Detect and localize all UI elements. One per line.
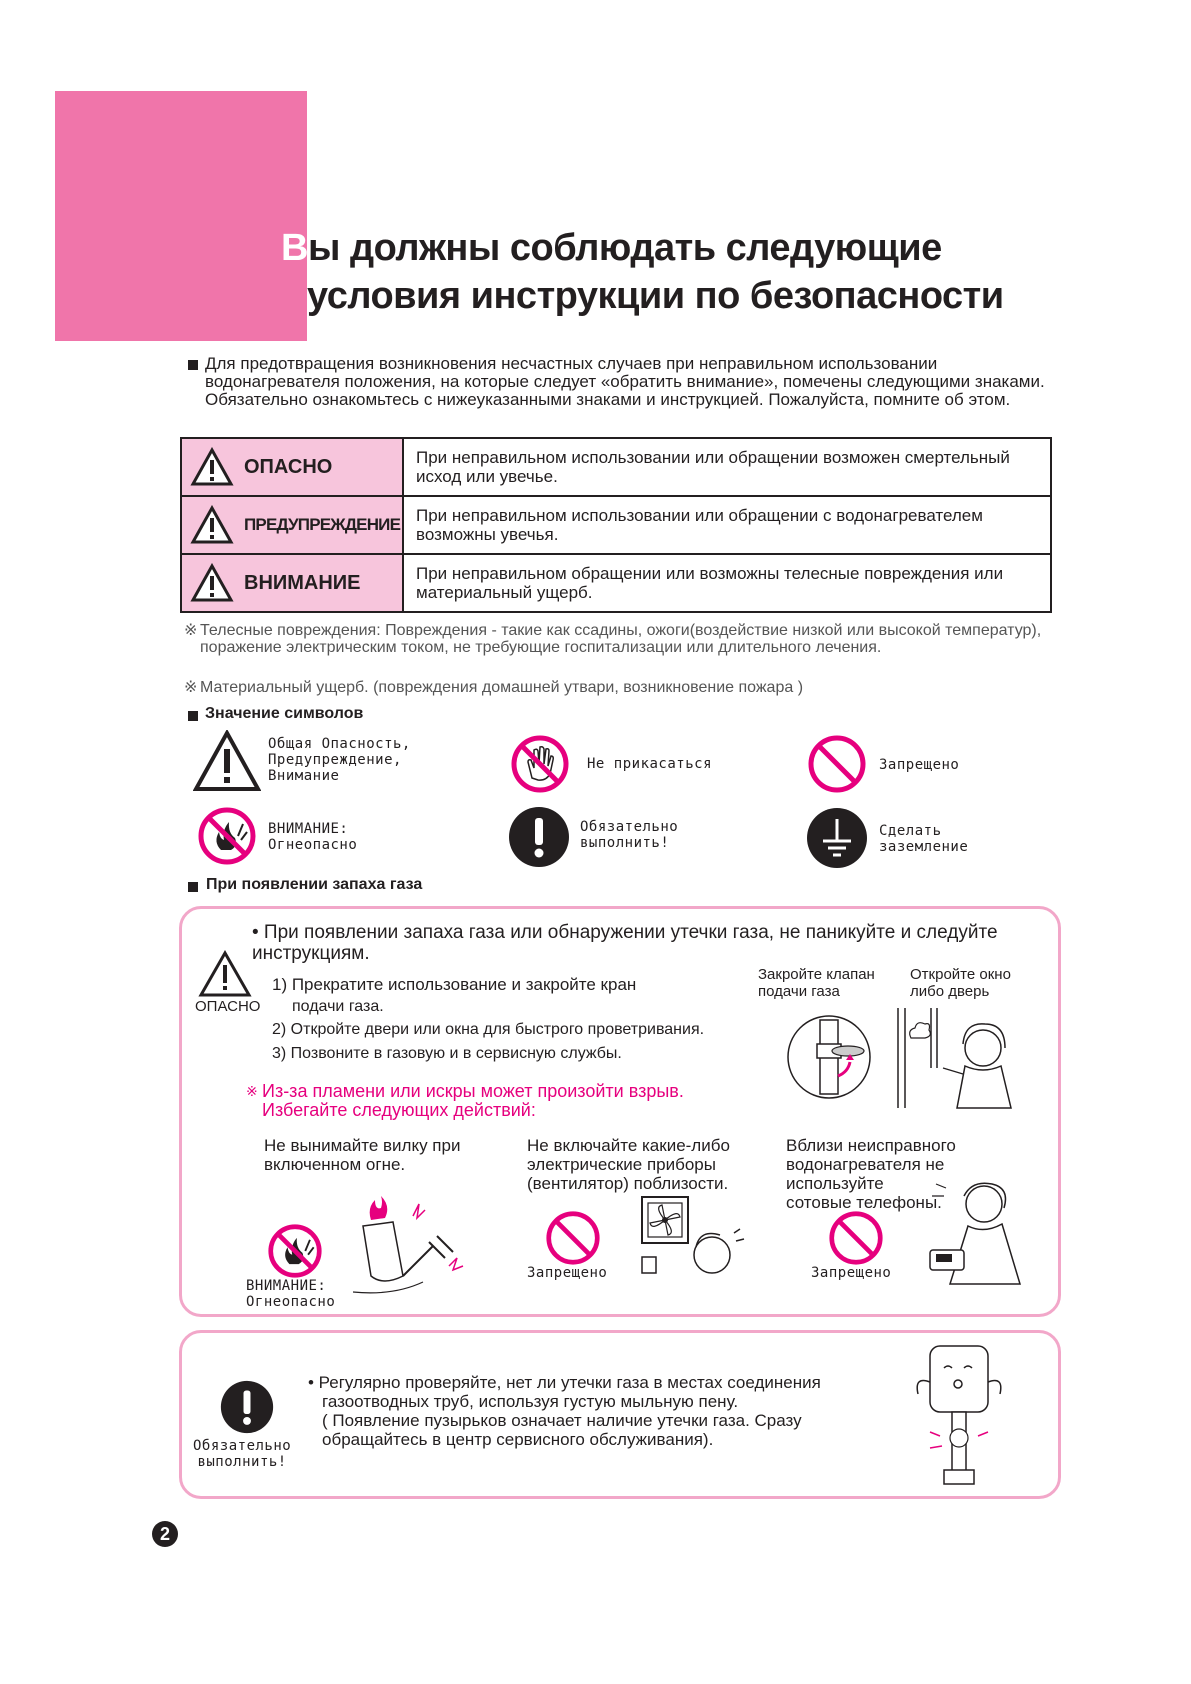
bullet-square-icon: [188, 882, 198, 892]
gas-valve-illustration: [786, 1014, 872, 1100]
title-first-letter: В: [281, 227, 308, 269]
forbidden-icon: [545, 1210, 601, 1266]
gas-step-1b: подачи газа.: [292, 998, 384, 1015]
col-phones-text: Вблизи неисправного водонагревателя не используйте сотовые телефоны.: [786, 1136, 956, 1212]
no-touch-icon: [510, 734, 570, 794]
mandatory-label-2: Обязательно выполнить!: [193, 1438, 292, 1470]
fire-caution-icon: [267, 1223, 323, 1279]
signal-text: При неправильном использовании или обращении с водонагревателем возможны увечья.: [403, 496, 1051, 554]
forbidden-label-2: Запрещено: [527, 1265, 608, 1281]
mandatory-icon: [220, 1380, 274, 1434]
gas-step-2: 2) Откройте двери или окна для быстрого проветривания.: [272, 1021, 705, 1038]
plug-flame-illustration: [353, 1196, 483, 1296]
signal-word-table: [180, 437, 1052, 613]
signal-label: ПРЕДУПРЕЖДЕНИЕ: [244, 515, 401, 534]
gas-step-1: 1) Прекратите использование и закройте кран: [272, 975, 637, 994]
general-danger-label: Общая Опасность, Предупреждение, Внимание: [268, 736, 411, 784]
page-number: 2: [152, 1521, 178, 1547]
table-row: [181, 496, 1051, 554]
warning-triangle-icon: [190, 447, 234, 487]
fire-caution-label-2: ВНИМАНИЕ: Огнеопасно: [246, 1278, 336, 1310]
warning-triangle-icon: [190, 563, 234, 603]
warning-triangle-icon: [190, 505, 234, 545]
general-danger-icon: [193, 730, 261, 792]
bullet-square-icon: [188, 360, 198, 370]
forbidden-icon: [807, 734, 867, 794]
signal-cell: [181, 554, 403, 612]
mandatory-icon: [508, 806, 570, 868]
gas-heading: При появлении запаха газа: [206, 876, 423, 893]
bullet-square-icon: [188, 711, 198, 721]
col-unplug-text: Не вынимайте вилку при включенном огне.: [264, 1136, 461, 1174]
signal-cell: [181, 496, 403, 554]
signal-cell: [181, 438, 403, 496]
signal-text: При неправильном обращении или возможны телесные повреждения или материальный ущерб.: [403, 554, 1051, 612]
signal-label: ОПАСНО: [244, 455, 333, 478]
danger-label: ОПАСНО: [195, 998, 261, 1015]
danger-triangle-icon: [198, 950, 252, 998]
phone-user-illustration: [922, 1178, 1034, 1288]
open-window-illustration: [893, 1008, 1023, 1116]
col-appliances-text: Не включайте какие-либо электрические приборы (вентилятор) поблизости.: [527, 1136, 730, 1193]
signal-label: ВНИМАНИЕ: [244, 571, 361, 594]
mandatory-label: Обязательно выполнить!: [580, 819, 679, 851]
gas-step-3: 3) Позвоните в газовую и в сервисную службы.: [272, 1045, 622, 1062]
title-line1: ы должны соблюдать следующие: [307, 227, 942, 269]
symbols-heading: Значение символов: [205, 705, 364, 722]
page-title: [281, 224, 1004, 320]
signal-text: При неправильном использовании или обращении возможен смертельный исход или увечье.: [403, 438, 1051, 496]
water-heater-illustration: [900, 1342, 1010, 1487]
leak-check-text: • Регулярно проверяйте, нет ли утечки газа в местах соединения газоотводных труб, используя густую мыльную пену. ( Появление пузырьков означает наличие утечки газа. Сразу обращайтесь в центр сервисного обслуживания).: [308, 1373, 821, 1449]
forbidden-icon: [828, 1210, 884, 1266]
valve-caption: Закройте клапан подачи газа: [758, 966, 875, 1000]
note-damage: ※ Материальный ущерб. (повреждения домашней утвари, возникновение пожара ): [184, 679, 804, 696]
forbidden-label-3: Запрещено: [811, 1265, 892, 1281]
ground-label: Сделать заземление: [879, 823, 969, 855]
no-touch-label: Не прикасаться: [587, 756, 713, 772]
forbidden-label: Запрещено: [879, 757, 960, 773]
fan-illustration: [640, 1195, 750, 1285]
fire-caution-label: ВНИМАНИЕ: Огнеопасно: [268, 821, 358, 853]
window-caption: Откройте окно либо дверь: [910, 966, 1011, 1000]
table-row: [181, 438, 1051, 496]
explosion-warning: ※ Из-за пламени или искры может произойти взрыв. Избегайте следующих действий:: [246, 1081, 684, 1120]
gas-lead-text: • При появлении запаха газа или обнаружении утечки газа, не паникуйте и следуйте инструкциям.: [252, 922, 998, 964]
fire-caution-icon: [197, 806, 257, 866]
title-line2: условия инструкции по безопасности: [307, 275, 1004, 317]
ground-icon: [806, 807, 868, 869]
header-pink-block: [55, 91, 307, 341]
note-injury: ※ Телесные повреждения: Повреждения - такие как ссадины, ожоги(воздействие низкой или высокой температур), поражение электрическим током, не требующие госпитализации или длительного лечения.: [184, 622, 1042, 656]
table-row: [181, 554, 1051, 612]
intro-paragraph: Для предотвращения возникновения несчастных случаев при неправильном использовании водонагревателя положения, на которые следует «обратить внимание», помечены следующими знаками. Обязательно ознакомьтесь с нижеуказанными знаками и инструкцией. Пожалуйста, помните об этом.: [205, 354, 1045, 409]
